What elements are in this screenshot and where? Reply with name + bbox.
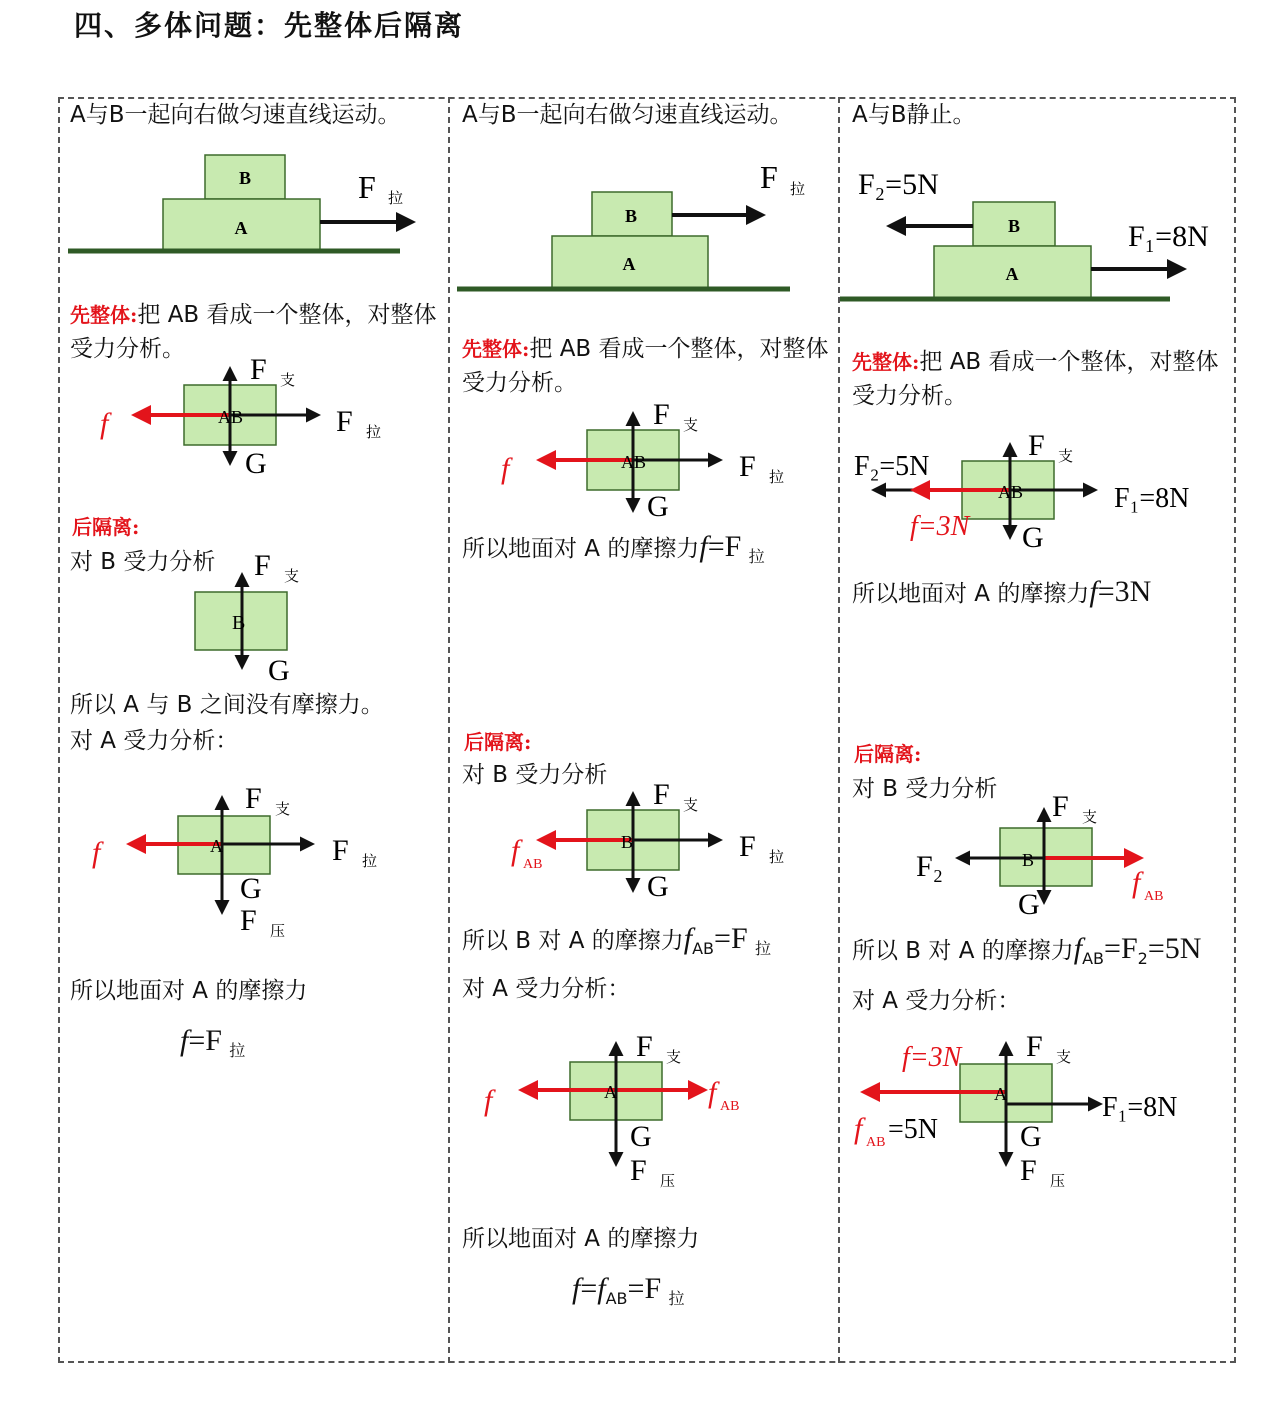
- svg-text:B: B: [624, 206, 638, 226]
- svg-text:A: A: [210, 836, 223, 856]
- svg-text:F: F: [1052, 790, 1069, 823]
- svg-text:AB: AB: [218, 407, 244, 427]
- a-force-diagram: [850, 1030, 1225, 1200]
- page-title: 四、多体问题：先整体后隔离: [74, 9, 465, 42]
- svg-text:F: F: [245, 782, 262, 815]
- svg-text:F: F: [636, 1030, 653, 1063]
- svg-text:f=3N: f=3N: [910, 511, 970, 542]
- svg-text:AB: AB: [523, 857, 543, 872]
- svg-text:F: F: [250, 353, 267, 386]
- whole-force-diagram: [495, 400, 815, 530]
- svg-text:f: f: [708, 1076, 717, 1109]
- svg-text:f: f: [511, 834, 520, 867]
- svg-text:支: 支: [1082, 810, 1098, 826]
- b-result-text: 所以 B 对 A 的摩擦力$f_{AB}=F$ $_拉$: [462, 922, 771, 958]
- svg-text:B: B: [1007, 216, 1021, 236]
- whole-analysis-text: 先整体:把 AB 看成一个整体，对整体受力分析。: [462, 336, 829, 396]
- svg-text:AB: AB: [998, 482, 1024, 502]
- svg-text:支: 支: [683, 798, 699, 814]
- svg-text:F: F: [760, 159, 778, 195]
- setup-diagram: [840, 160, 1230, 310]
- force-label-f: F: [358, 169, 376, 205]
- svg-text:F₂: F₂: [916, 850, 944, 883]
- whole-force-diagram: [850, 425, 1230, 555]
- svg-text:G: G: [245, 447, 267, 480]
- svg-text:F₂=5N: F₂=5N: [854, 451, 930, 482]
- svg-text:支: 支: [683, 418, 699, 434]
- svg-text:A: A: [1005, 264, 1019, 284]
- svg-text:AB: AB: [720, 1099, 740, 1114]
- a-analysis-text: 对 A 受力分析：: [70, 728, 239, 754]
- svg-text:f: f: [484, 1084, 493, 1117]
- whole-result-text: 所以地面对 A 的摩擦力f=F $_拉$: [462, 530, 765, 566]
- svg-text:A: A: [622, 254, 636, 274]
- whole-analysis-text: 先整体:把 AB 看成一个整体，对整体受力分析。: [70, 302, 437, 362]
- svg-text:=5N: =5N: [888, 1114, 939, 1145]
- condition-text: A与B一起向右做匀速直线运动。: [70, 102, 401, 128]
- a-force-diagram: [90, 780, 410, 950]
- svg-text:f: f: [1132, 866, 1141, 899]
- svg-text:G: G: [647, 870, 669, 903]
- block-a-label: A: [234, 218, 248, 238]
- svg-text:G: G: [240, 872, 262, 905]
- svg-text:G: G: [1020, 1120, 1042, 1153]
- svg-text:拉: 拉: [769, 850, 785, 866]
- svg-text:AB: AB: [621, 452, 647, 472]
- svg-text:拉: 拉: [769, 470, 785, 486]
- svg-text:AB: AB: [1144, 889, 1164, 904]
- svg-text:G: G: [1022, 521, 1044, 554]
- a-analysis-text: 对 A 受力分析：: [462, 976, 631, 1002]
- svg-text:拉: 拉: [362, 854, 378, 870]
- whole-result-text: 所以地面对 A 的摩擦力f=3N: [852, 575, 1152, 608]
- svg-text:G: G: [647, 490, 669, 523]
- svg-text:支: 支: [1056, 1050, 1072, 1066]
- final-formula: $f=f_{AB}=F$ $_拉$: [572, 1272, 685, 1308]
- svg-text:B: B: [621, 832, 634, 852]
- svg-text:A: A: [604, 1082, 617, 1102]
- isolate-heading: 后隔离:: [464, 730, 532, 754]
- b-analysis-text: 对 B 受力分析: [462, 762, 608, 788]
- svg-text:压: 压: [660, 1174, 676, 1190]
- ground-friction-text: 所以地面对 A 的摩擦力: [462, 1226, 700, 1252]
- svg-text:f=3N: f=3N: [902, 1042, 962, 1073]
- a-force-diagram: [480, 1030, 800, 1200]
- ground-friction-text: 所以地面对 A 的摩擦力: [70, 978, 308, 1004]
- svg-text:G: G: [268, 654, 290, 687]
- whole-force-diagram: [90, 355, 410, 485]
- whole-analysis-text: 先整体:把 AB 看成一个整体，对整体受力分析。: [852, 349, 1219, 409]
- svg-text:F: F: [240, 904, 257, 937]
- svg-text:支: 支: [275, 802, 291, 818]
- svg-text:F₁=8N: F₁=8N: [1128, 220, 1209, 253]
- condition-text: A与B一起向右做匀速直线运动。: [462, 102, 793, 128]
- a-analysis-text: 对 A 受力分析：: [852, 988, 1021, 1014]
- svg-text:f: f: [501, 452, 510, 485]
- svg-text:F: F: [254, 549, 271, 582]
- svg-text:F: F: [332, 834, 349, 867]
- svg-text:支: 支: [284, 569, 300, 585]
- isolate-heading: 后隔离:: [72, 515, 140, 539]
- svg-text:压: 压: [1050, 1174, 1066, 1190]
- svg-text:F₂=5N: F₂=5N: [858, 168, 939, 201]
- svg-text:F: F: [1026, 1030, 1043, 1063]
- svg-text:F₁=8N: F₁=8N: [1114, 483, 1190, 514]
- svg-text:F: F: [739, 450, 756, 483]
- b-analysis-text: 对 B 受力分析: [852, 776, 998, 802]
- svg-text:B: B: [1022, 850, 1035, 870]
- b-result-text: 所以 B 对 A 的摩擦力$f_{AB}=F_2=5N$: [852, 932, 1202, 968]
- block-b-label: B: [238, 168, 252, 188]
- svg-text:f: f: [854, 1112, 863, 1145]
- condition-text: A与B静止。: [852, 102, 976, 128]
- svg-text:F: F: [1028, 429, 1045, 462]
- svg-text:F: F: [653, 778, 670, 811]
- svg-text:A: A: [994, 1084, 1007, 1104]
- svg-text:G: G: [630, 1120, 652, 1153]
- setup-diagram: [455, 160, 835, 300]
- b-force-diagram: [495, 780, 815, 910]
- column-divider: [448, 97, 450, 1363]
- setup-diagram: [60, 150, 440, 260]
- b-result-text: 所以 A 与 B 之间没有摩擦力。: [70, 692, 384, 718]
- svg-text:AB: AB: [866, 1135, 886, 1150]
- force-sub: 拉: [388, 191, 404, 207]
- isolate-heading: 后隔离:: [854, 742, 922, 766]
- svg-text:f: f: [92, 836, 101, 869]
- svg-text:压: 压: [270, 924, 286, 940]
- svg-text:F: F: [1020, 1154, 1037, 1187]
- svg-text:f: f: [100, 407, 109, 440]
- svg-text:拉: 拉: [366, 425, 382, 441]
- svg-text:F: F: [739, 830, 756, 863]
- b-force-diagram: [190, 545, 330, 685]
- svg-text:F: F: [630, 1154, 647, 1187]
- svg-text:F: F: [653, 398, 670, 431]
- final-formula: f=F $_拉$: [180, 1024, 246, 1060]
- svg-text:支: 支: [666, 1050, 682, 1066]
- svg-text:F: F: [336, 405, 353, 438]
- svg-text:支: 支: [280, 373, 296, 389]
- svg-text:拉: 拉: [790, 182, 806, 198]
- b-analysis-text: 对 B 受力分析: [70, 549, 216, 575]
- svg-text:B: B: [232, 612, 246, 634]
- b-force-diagram: [910, 790, 1220, 920]
- svg-text:F₁=8N: F₁=8N: [1102, 1092, 1178, 1123]
- svg-text:支: 支: [1058, 449, 1074, 465]
- svg-text:G: G: [1018, 888, 1040, 921]
